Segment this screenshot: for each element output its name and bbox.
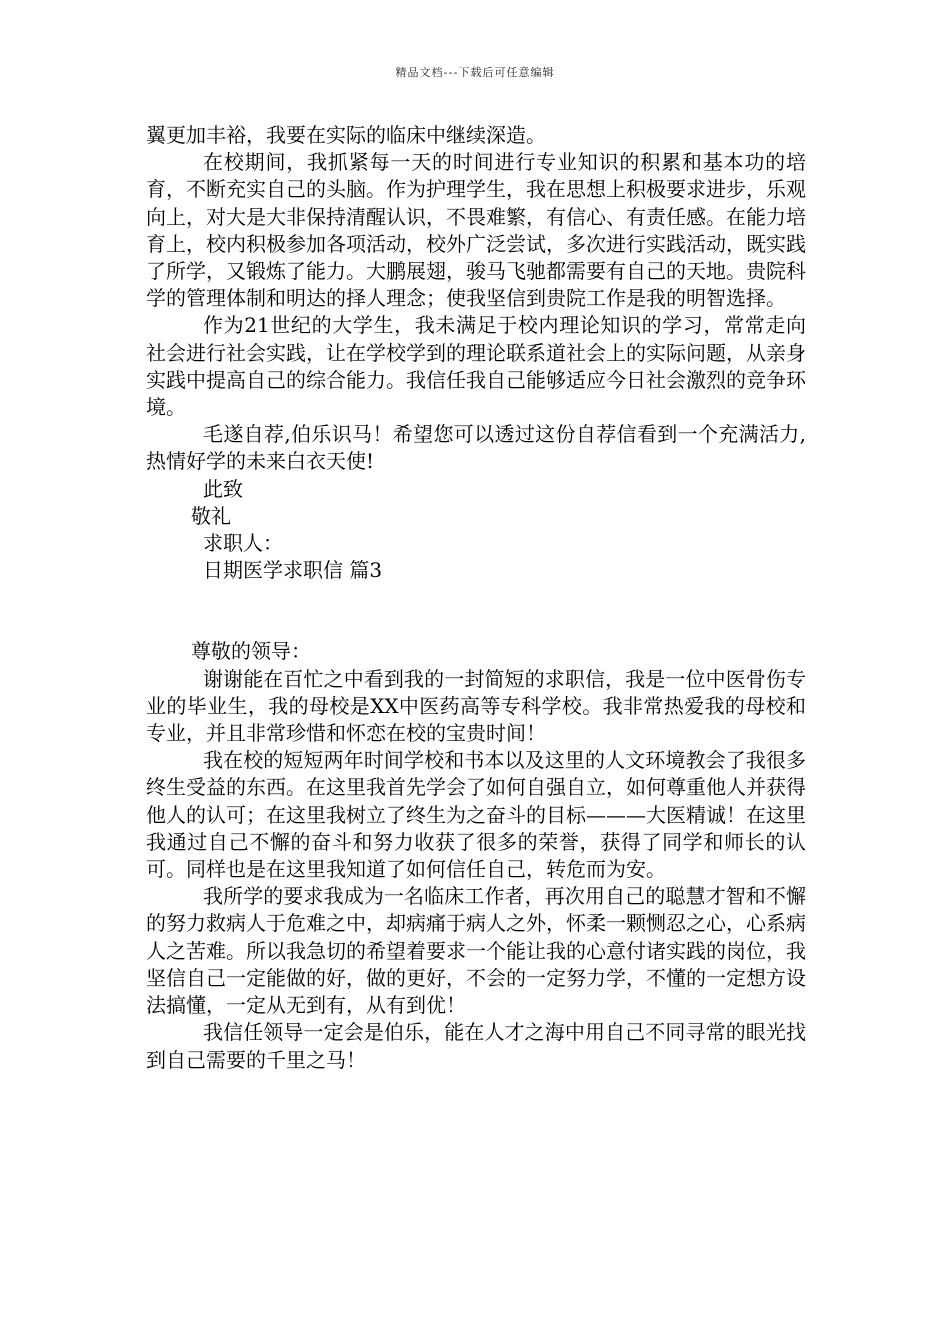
paragraph: 毛遂自荐,伯乐识马！希望您可以透过这份自荐信看到一个充满活力,热情好学的未来白衣天使!: [146, 422, 806, 474]
document-body: [146, 122, 806, 1074]
paragraph: 我在校的短短两年时间学校和书本以及这里的人文环境教会了我很多终生受益的东西。在这里我首先学会了如何自强自立，如何尊重他人并获得他人的认可；在这里我树立了终生为之奋斗的目标———大医精诚！在这里我通过自己不懈的奋斗和努力收获了很多的荣誉，获得了同学和师长的认可。同样也是在这里我知道了如何信任自己，转危而为安。: [146, 748, 806, 882]
closing-salute: 敬礼: [191, 503, 231, 528]
closing-line: 此致: [203, 476, 243, 501]
date-and-section-title: 日期医学求职信 篇3: [203, 558, 383, 583]
spacer: [146, 584, 806, 638]
signer-line: 求职人：: [203, 531, 283, 556]
paragraph: 我信任领导一定会是伯乐，能在人才之海中用自己不同寻常的眼光找到自己需要的千里之马！: [146, 1020, 806, 1072]
paragraph: 我所学的要求我成为一名临床工作者，再次用自己的聪慧才智和不懈的努力救病人于危难之中，却病痛于病人之外，怀柔一颗恻忍之心，心系病人之苦难。所以我急切的希望着要求一个能让我的心意付诸实践的岗位，我坚信自己一定能做的好，做的更好，不会的一定努力学，不懂的一定想方设法搞懂，一定从无到有，从有到优！: [146, 884, 806, 1018]
paragraph: 谢谢能在百忙之中看到我的一封简短的求职信，我是一位中医骨伤专业的毕业生，我的母校是XX中医药高等专科学校。我非常热爱我的母校和专业，并且非常珍惜和怀恋在校的宝贵时间！: [146, 666, 806, 746]
salutation: 尊敬的领导：: [191, 639, 311, 664]
paragraph: 作为21世纪的大学生，我未满足于校内理论知识的学习，常常走向社会进行社会实践，让在学校学到的理论联系道社会上的实际问题，从亲身实践中提高自己的综合能力。我信任我自己能够适应今日社会激烈的竞争环境。: [146, 313, 806, 420]
paragraph: 翼更加丰裕，我要在实际的临床中继续深造。: [146, 123, 546, 147]
paragraph: 在校期间，我抓紧每一天的时间进行专业知识的积累和基本功的培育，不断充实自己的头脑。作为护理学生，我在思想上积极要求进步，乐观向上，对大是大非保持清醒认识，不畏难繁，有信心、有责任感。在能力培育上，校内积极参加各项活动，校外广泛尝试，多次进行实践活动，既实践了所学，又锻炼了能力。大鹏展翅，骏马飞驰都需要有自己的天地。贵院科学的管理体制和明达的择人理念；使我坚信到贵院工作是我的明智选择。: [146, 150, 806, 311]
page-header: 精品文档---下载后可任意编辑: [395, 66, 555, 79]
